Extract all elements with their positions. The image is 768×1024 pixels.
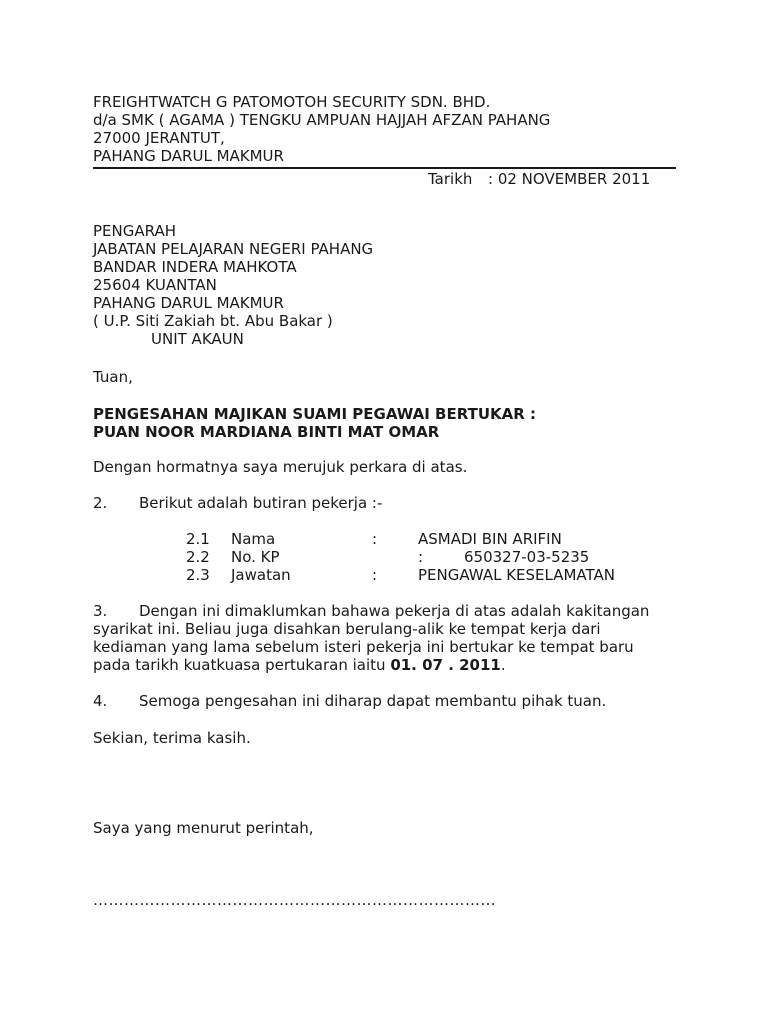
recipient-department: JABATAN PELAJARAN NEGERI PAHANG xyxy=(93,240,374,258)
closing-line: Sekian, terima kasih. xyxy=(93,729,251,747)
recipient-area: BANDAR INDERA MAHKOTA xyxy=(93,258,297,276)
date-label: Tarikh xyxy=(428,170,473,188)
sender-postcode-town: 27000 JERANTUT, xyxy=(93,129,225,147)
salutation: Tuan, xyxy=(93,368,133,386)
detail-value: ASMADI BIN ARIFIN xyxy=(418,530,562,548)
paragraph-3-line-4: pada tarikh kuatkuasa pertukaran iaitu xyxy=(93,656,391,674)
letter-date xyxy=(428,170,650,188)
letter-subject xyxy=(93,405,536,441)
sender-company: FREIGHTWATCH G PATOMOTOH SECURITY SDN. BHD. xyxy=(93,93,491,111)
recipient-state: PAHANG DARUL MAKMUR xyxy=(93,294,284,312)
paragraph-3 xyxy=(93,602,653,674)
paragraph-2-text: Berikut adalah butiran pekerja :- xyxy=(139,494,383,512)
sign-off: Saya yang menurut perintah, xyxy=(93,819,314,837)
detail-row xyxy=(186,566,615,584)
paragraph-3-line-3: kediaman yang lama sebelum isteri pekerja ini bertukar ke tempat baru xyxy=(93,638,634,656)
detail-number: 2.1 xyxy=(186,530,210,548)
detail-colon: : xyxy=(372,566,378,584)
date-value: : 02 NOVEMBER 2011 xyxy=(488,170,651,188)
detail-colon: : xyxy=(372,530,378,548)
sender-state: PAHANG DARUL MAKMUR xyxy=(93,147,284,165)
recipient-attention: ( U.P. Siti Zakiah bt. Abu Bakar ) xyxy=(93,312,333,330)
paragraph-3-end: . xyxy=(500,656,506,674)
paragraph-2 xyxy=(93,494,653,512)
recipient-title: PENGARAH xyxy=(93,222,176,240)
detail-colon: : xyxy=(418,548,424,566)
paragraph-3-line-1: Dengan ini dimaklumkan bahawa pekerja di atas adalah kakitangan xyxy=(139,602,650,620)
recipient-unit: UNIT AKAUN xyxy=(151,330,244,348)
detail-label: Jawatan xyxy=(231,566,291,584)
subject-line-1: PENGESAHAN MAJIKAN SUAMI PEGAWAI BERTUKAR : xyxy=(93,405,537,423)
detail-row xyxy=(186,530,615,548)
header-divider xyxy=(93,167,676,169)
recipient-address xyxy=(93,222,373,348)
paragraph-3-line-2: syarikat ini. Beliau juga disahkan berulang-alik ke tempat kerja dari xyxy=(93,620,601,638)
detail-label: Nama xyxy=(231,530,276,548)
detail-row xyxy=(186,548,615,566)
effective-date: 01. 07 . 2011 xyxy=(390,656,501,674)
sender-care-of: d/a SMK ( AGAMA ) TENGKU AMPUAN HAJJAH AFZAN PAHANG xyxy=(93,111,551,129)
paragraph-4 xyxy=(93,692,653,710)
detail-value: PENGAWAL KESELAMATAN xyxy=(418,566,615,584)
paragraph-4-number: 4. xyxy=(93,692,108,710)
signature-line: …………………………………………………………………… xyxy=(93,891,496,909)
detail-label: No. KP xyxy=(231,548,280,566)
subject-line-2: PUAN NOOR MARDIANA BINTI MAT OMAR xyxy=(93,423,440,441)
detail-value: 650327-03-5235 xyxy=(464,548,590,566)
paragraph-3-number: 3. xyxy=(93,602,108,620)
paragraph-4-text: Semoga pengesahan ini diharap dapat membantu pihak tuan. xyxy=(139,692,607,710)
paragraph-2-number: 2. xyxy=(93,494,108,512)
sender-address xyxy=(93,93,550,165)
detail-number: 2.3 xyxy=(186,566,210,584)
recipient-postcode-town: 25604 KUANTAN xyxy=(93,276,217,294)
detail-number: 2.2 xyxy=(186,548,210,566)
opening-line: Dengan hormatnya saya merujuk perkara di atas. xyxy=(93,458,468,476)
employee-details xyxy=(186,530,615,584)
